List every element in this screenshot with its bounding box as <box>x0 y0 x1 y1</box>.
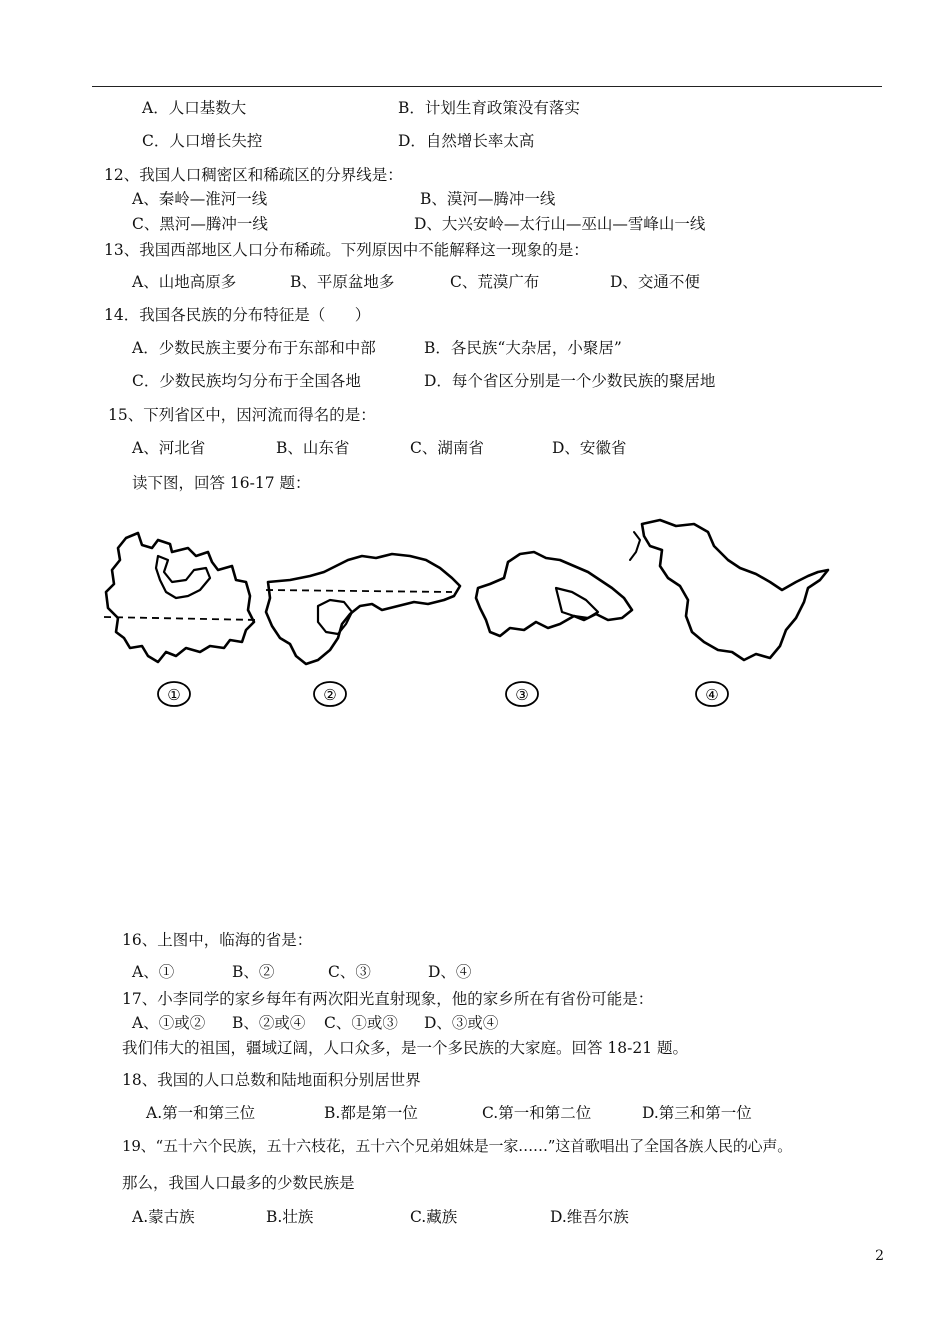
q11-option-d[interactable]: D．自然增长率太高 <box>398 132 535 150</box>
q17-option-b[interactable]: B、②或④ <box>232 1014 306 1032</box>
q14-option-c[interactable]: C．少数民族均匀分布于全国各地 <box>132 372 361 390</box>
province-outline-4 <box>630 520 828 660</box>
q13-option-c[interactable]: C、荒漠广布 <box>450 273 540 291</box>
q15-option-d[interactable]: D、安徽省 <box>552 439 627 457</box>
q13-option-a[interactable]: A、山地高原多 <box>132 273 237 291</box>
figure-instruction: 读下图，回答 16-17 题： <box>132 474 311 492</box>
q17-option-d[interactable]: D、③或④ <box>424 1014 499 1032</box>
q13-option-d[interactable]: D、交通不便 <box>610 273 700 291</box>
q15-stem: 15、下列省区中，因河流而得名的是： <box>108 406 376 424</box>
q18-stem: 18、我国的人口总数和陆地面积分别居世界 <box>122 1071 421 1089</box>
page-number: 2 <box>875 1248 884 1264</box>
q17-stem: 17、小李同学的家乡每年有两次阳光直射现象，他的家乡所在有省份可能是： <box>122 990 654 1008</box>
q12-option-c[interactable]: C、黑河—腾冲一线 <box>132 215 268 233</box>
map-label-1: ① <box>167 686 181 704</box>
q17-option-a[interactable]: A、①或② <box>132 1014 206 1032</box>
q16-option-c[interactable]: C、③ <box>328 963 371 981</box>
q11-option-b[interactable]: B．计划生育政策没有落实 <box>398 99 580 117</box>
q13-option-b[interactable]: B、平原盆地多 <box>290 273 395 291</box>
q14-option-a[interactable]: A．少数民族主要分布于东部和中部 <box>132 339 376 357</box>
q12-option-d[interactable]: D、大兴安岭—太行山—巫山—雪峰山一线 <box>414 215 706 233</box>
q18-option-a[interactable]: A.第一和第三位 <box>146 1104 256 1122</box>
q17-option-c[interactable]: C、①或③ <box>324 1014 398 1032</box>
q19-option-d[interactable]: D.维吾尔族 <box>550 1208 629 1226</box>
q12-stem: 12、我国人口稠密区和稀疏区的分界线是： <box>104 166 403 184</box>
q18-option-b[interactable]: B.都是第一位 <box>324 1104 418 1122</box>
q12-option-b[interactable]: B、漠河—腾冲一线 <box>420 190 556 208</box>
q15-option-b[interactable]: B、山东省 <box>276 439 350 457</box>
q15-option-a[interactable]: A、河北省 <box>132 439 206 457</box>
q11-option-a[interactable]: A．人口基数大 <box>142 99 247 117</box>
map-label-3: ③ <box>515 686 529 704</box>
q16-stem: 16、上图中，临海的省是： <box>122 931 313 949</box>
q14-stem: 14．我国各民族的分布特征是（ ） <box>104 306 371 324</box>
tropic-line-2 <box>266 590 452 592</box>
q19-option-a[interactable]: A.蒙古族 <box>132 1208 195 1226</box>
q12-option-a[interactable]: A、秦岭—淮河一线 <box>132 190 268 208</box>
q15-option-c[interactable]: C、湖南省 <box>410 439 484 457</box>
q16-option-d[interactable]: D、④ <box>428 963 472 981</box>
q11-option-c[interactable]: C．人口增长失控 <box>142 132 263 150</box>
intro-18-21: 我们伟大的祖国，疆域辽阔，人口众多，是一个多民族的大家庭。回答 18-21 题。 <box>122 1039 689 1057</box>
q13-stem: 13、我国西部地区人口分布稀疏。下列原因中不能解释这一现象的是： <box>104 241 589 259</box>
q19-option-b[interactable]: B.壮族 <box>266 1208 314 1226</box>
q19-stem: 19、“五十六个民族，五十六枝花，五十六个兄弟姐妹是一家……”这首歌唱出了全国各族人民的心声。 <box>122 1137 793 1155</box>
tropic-line-1 <box>104 617 258 620</box>
q19-option-c[interactable]: C.藏族 <box>410 1208 458 1226</box>
province-outline-2 <box>266 554 460 664</box>
q18-option-d[interactable]: D.第三和第一位 <box>642 1104 752 1122</box>
province-outline-1 <box>106 533 254 662</box>
q18-option-c[interactable]: C.第一和第二位 <box>482 1104 592 1122</box>
q16-option-a[interactable]: A、① <box>132 963 175 981</box>
map-label-4: ④ <box>705 686 719 704</box>
q14-option-b[interactable]: B．各民族“大杂居，小聚居” <box>424 339 622 357</box>
q19-stem-2: 那么，我国人口最多的少数民族是 <box>122 1174 355 1192</box>
map-label-2: ② <box>323 686 337 704</box>
q16-option-b[interactable]: B、② <box>232 963 275 981</box>
province-outline-3 <box>476 552 632 636</box>
q14-option-d[interactable]: D．每个省区分别是一个少数民族的聚居地 <box>424 372 716 390</box>
